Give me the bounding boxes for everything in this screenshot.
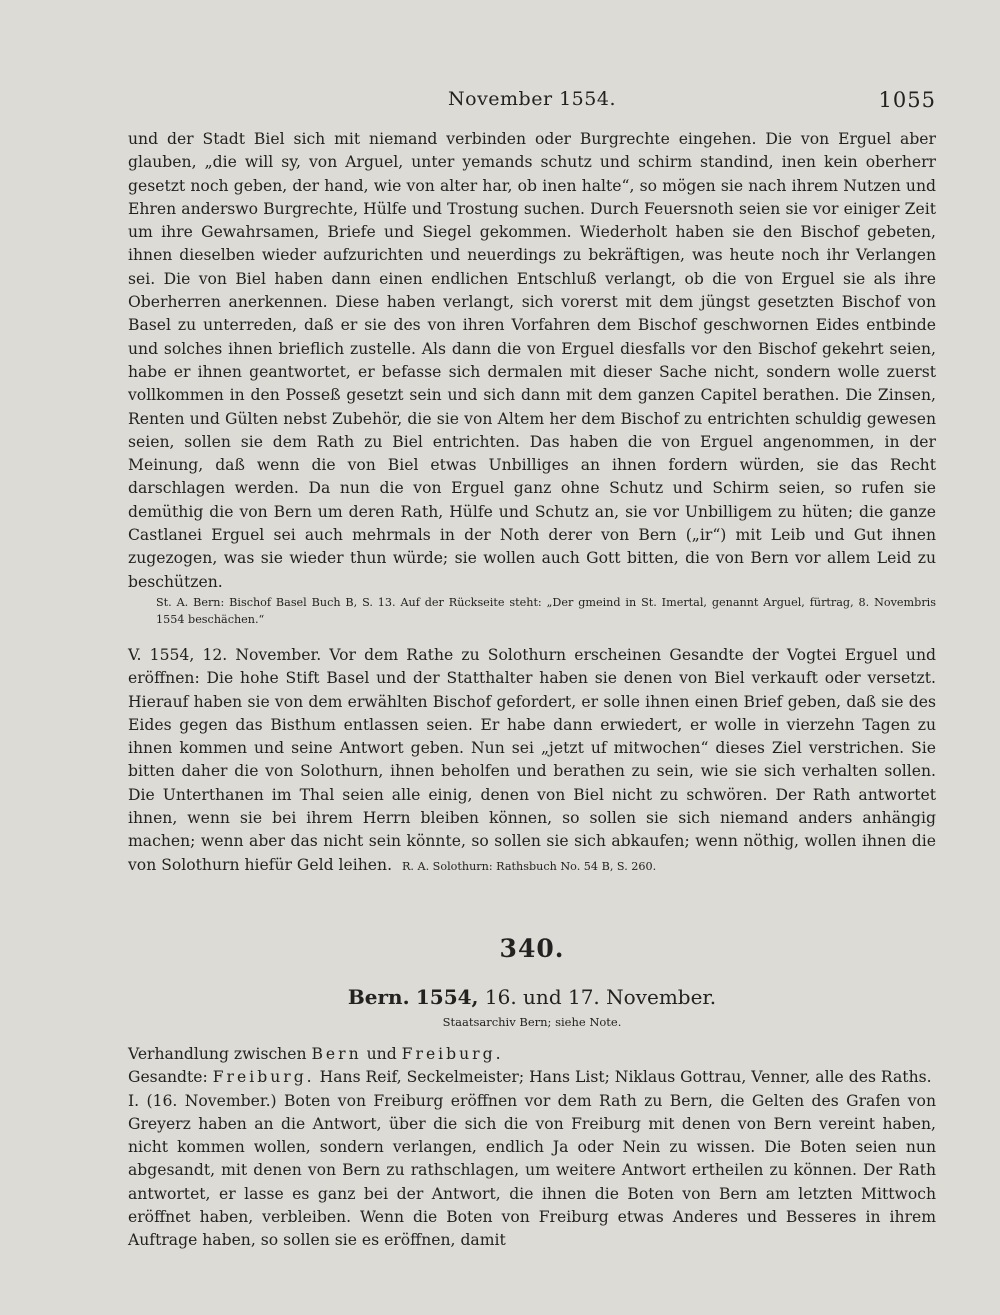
- subject-prefix: Verhandlung zwischen: [128, 1044, 307, 1063]
- solothurn-reference: R. A. Solothurn: Rathsbuch No. 54 B, S. 260.: [401, 859, 657, 873]
- envoys-label: Gesandte:: [128, 1068, 208, 1087]
- document-heading: [128, 985, 936, 1009]
- source-note: St. A. Bern: Bischof Basel Buch B, S. 13. Auf der Rückseite steht: „Der gmeind in St. Imertal, genannt Arguel, fürtrag, 8. Novembris 1554 beschächen.“: [156, 595, 936, 626]
- subject-conjunction: und: [366, 1044, 397, 1063]
- envoys-names: Hans Reif, Seckelmeister; Hans List; Niklaus Gottrau, Venner, alle des Raths.: [319, 1068, 932, 1087]
- subject-party-b: Freiburg.: [401, 1044, 504, 1063]
- section-solothurn: [128, 644, 936, 878]
- envoys-city: Freiburg.: [212, 1068, 315, 1087]
- page-number: 1055: [878, 88, 936, 112]
- document-dates: 16. und 17. November.: [484, 984, 717, 1009]
- section-continuation: [128, 128, 936, 628]
- running-head: [128, 88, 936, 128]
- document-source: Staatsarchiv Bern; siehe Note.: [442, 1014, 622, 1029]
- document-subject: [128, 1043, 936, 1066]
- document-envoys: [128, 1066, 936, 1089]
- document-year: 1554,: [415, 984, 479, 1009]
- subject-party-a: Bern: [311, 1044, 362, 1063]
- continuation-paragraph: und der Stadt Biel sich mit niemand verbinden oder Burgrechte eingehen. Die von Erguel aber glauben, „die will sy, von Arguel, unter yemands schutz und schirm standind, inen kein oberherr gesetzt noch geben, der hand, wie von alter har, ob inen halte“, so mögen sie nach ihrem Nutzen und Ehren anderswo Burgrechte, Hülfe und Trostung suchen. Durch Feuersnoth seien sie vor einiger Zeit um ihre Gewahrsamen, Briefe und Siegel gekommen. Wiederholt haben sie den Bischof gebeten, ihnen dieselben wieder aufzurichten und neuerdings zu bekräftigen, was heute noch ihr Verlangen sei. Die von Biel haben dann einen endlichen Entschluß verlangt, ob die von Erguel sie als ihre Oberherren anerkennen. Diese haben verlangt, sich vorerst mit dem jüngst gesetzten Bischof von Basel zu unterreden, daß er sie des von ihren Vorfahren dem Bischof geschwornen Eides entbinde und solches ihnen brieflich zustelle. Als dann die von Erguel diesfalls vor den Bischof gekehrt seien, habe er ihnen geantwortet, er befasse sich dermalen mit dieser Sache nicht, sondern wolle zuerst vollkommen in den Posseß gesetzt sein und sich dann mit dem ganzen Capitel berathen. Die Zinsen, Renten und Gülten nebst Zubehör, die sie von Altem her dem Bischof zu entrichten schuldig gewesen seien, sollen sie dem Rath zu Biel entrichten. Das haben die von Erguel angenommen, in der Meinung, daß wenn die von Biel etwas Unbilliges an ihnen fordern würden, sie das Recht darschlagen werden. Da nun die von Erguel ganz ohne Schutz und Schirm seien, so rufen sie demüthig die von Bern um deren Rath, Hülfe und Schutz an, sie vor Unbilligem zu hüten; die ganze Castlanei Erguel sei auch mehrmals in der Noth derer von Bern („ir“) mit Leib und Gut ihnen zugezogen, was sie wieder thun würde; sie wollen auch Gott bitten, die von Bern vor allem Leid zu beschützen.: [128, 130, 936, 591]
- document-place: Bern.: [347, 984, 410, 1009]
- solothurn-text: V. 1554, 12. November. Vor dem Rathe zu Solothurn erscheinen Gesandte der Vogtei Erguel und eröffnen: Die hohe Stift Basel und der Statthalter haben sie denen von Biel verkauft oder versetzt. Hierauf haben sie von dem erwählten Bischof gefordert, er solle ihnen einen Brief geben, daß sie des Eides gegen das Bisthum entlassen seien. Er habe dann erwiedert, er wolle in vierzehn Tagen zu ihnen kommen und seine Antwort geben. Nun sei „jetzt uf mitwochen“ dieses Ziel verstrichen. Sie bitten daher die von Solothurn, ihnen beholfen und berathen zu sein, wie sie sich verhalten sollen. Die Unterthanen im Thal seien alle einig, denen von Biel nicht zu schwören. Der Rath antwortet ihnen, wenn sie bei ihrem Herrn bleiben können, so sollen sie sich niemand anders anhängig machen; wenn aber das nicht sein könnte, so sollen sie sich abkaufen; wenn nöthig, wollen ihnen die von Solothurn hiefür Geld leihen.: [128, 645, 936, 874]
- document-body: I. (16. November.) Boten von Freiburg eröffnen vor dem Rath zu Bern, die Gelten des Grafen von Greyerz haben an die Antwort, über die sich die von Freiburg mit denen von Bern vereint haben, nicht kommen wollen, sondern verlangen, endlich Ja oder Nein zu wissen. Die Boten seien nun abgesandt, mit denen von Bern zu rathschlagen, um weitere Antwort ertheilen zu können. Der Rath antwortet, er lasse es ganz bei der Antwort, die ihnen die Boten von Bern am letzten Mittwoch eröffnet haben, verbleiben. Wenn die Boten von Freiburg etwas Anderes und Besseres in ihrem Auftrage haben, so sollen sie es eröffnen, damit: [128, 1091, 936, 1250]
- running-title: November 1554.: [448, 88, 616, 110]
- document-number: 340.: [499, 933, 565, 963]
- solothurn-paragraph: [128, 644, 936, 878]
